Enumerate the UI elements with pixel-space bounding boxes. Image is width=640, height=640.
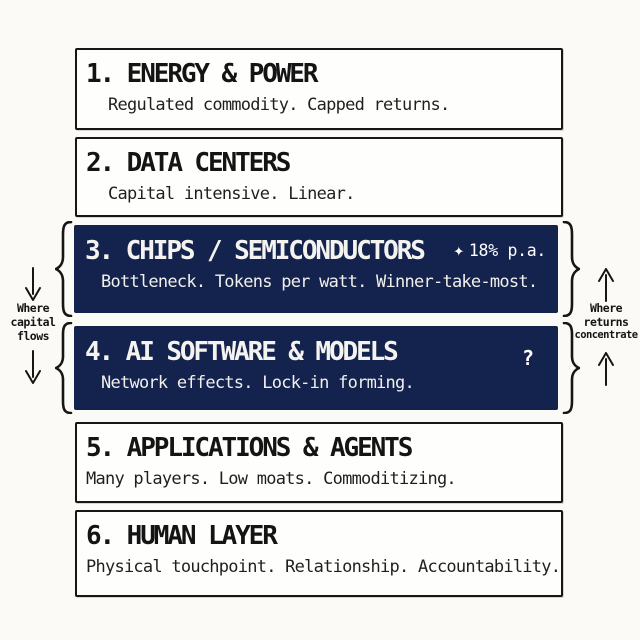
layer-subtitle: Bottleneck. Tokens per watt. Winner-take-most. xyxy=(101,272,538,293)
arrow-down-icon xyxy=(23,267,43,303)
layer-subtitle: Capital intensive. Linear. xyxy=(108,184,355,205)
growth-badge xyxy=(453,241,546,260)
capital-flows-line2: capital xyxy=(10,315,56,330)
layer-title: 3. CHIPS / SEMICONDUCTORS xyxy=(85,236,424,266)
capital-flows-label xyxy=(0,301,66,343)
returns-concentrate-label xyxy=(572,301,640,342)
layer-title: 5. APPLICATIONS & AGENTS xyxy=(86,433,412,463)
layer-subtitle: Physical touchpoint. Relationship. Accountability. xyxy=(86,557,561,578)
layer-subtitle: Many players. Low moats. Commoditizing. xyxy=(86,469,456,490)
arrow-down-icon xyxy=(23,350,43,386)
growth-badge-text: 18% p.a. xyxy=(468,241,546,260)
layer-box-ai-software-models xyxy=(74,326,558,410)
layer-box-chips-semiconductors xyxy=(74,225,558,313)
layer-subtitle: Regulated commodity. Capped returns. xyxy=(108,95,450,116)
returns-line1: Where xyxy=(589,301,623,315)
question-badge: ? xyxy=(521,346,534,370)
layer-box-energy-power xyxy=(75,48,563,130)
sparkle-icon: ✦ xyxy=(453,239,464,261)
capital-flows-line1: Where xyxy=(16,301,50,315)
layer-title: 1. ENERGY & POWER xyxy=(86,59,317,89)
layer-title: 4. AI SOFTWARE & MODELS xyxy=(85,337,397,367)
returns-line2: returns xyxy=(583,315,629,330)
capital-flows-line3: flows xyxy=(16,329,50,344)
layer-box-data-centers xyxy=(75,137,563,217)
layer-subtitle: Network effects. Lock-in forming. xyxy=(101,373,415,394)
arrow-up-icon xyxy=(596,352,616,386)
layer-box-applications-agents xyxy=(75,422,563,503)
returns-line3: concentrate xyxy=(574,329,638,342)
layer-box-human-layer xyxy=(75,510,563,597)
arrow-up-icon xyxy=(596,268,616,302)
layer-title: 2. DATA CENTERS xyxy=(86,148,290,178)
layer-title: 6. HUMAN LAYER xyxy=(86,521,276,551)
